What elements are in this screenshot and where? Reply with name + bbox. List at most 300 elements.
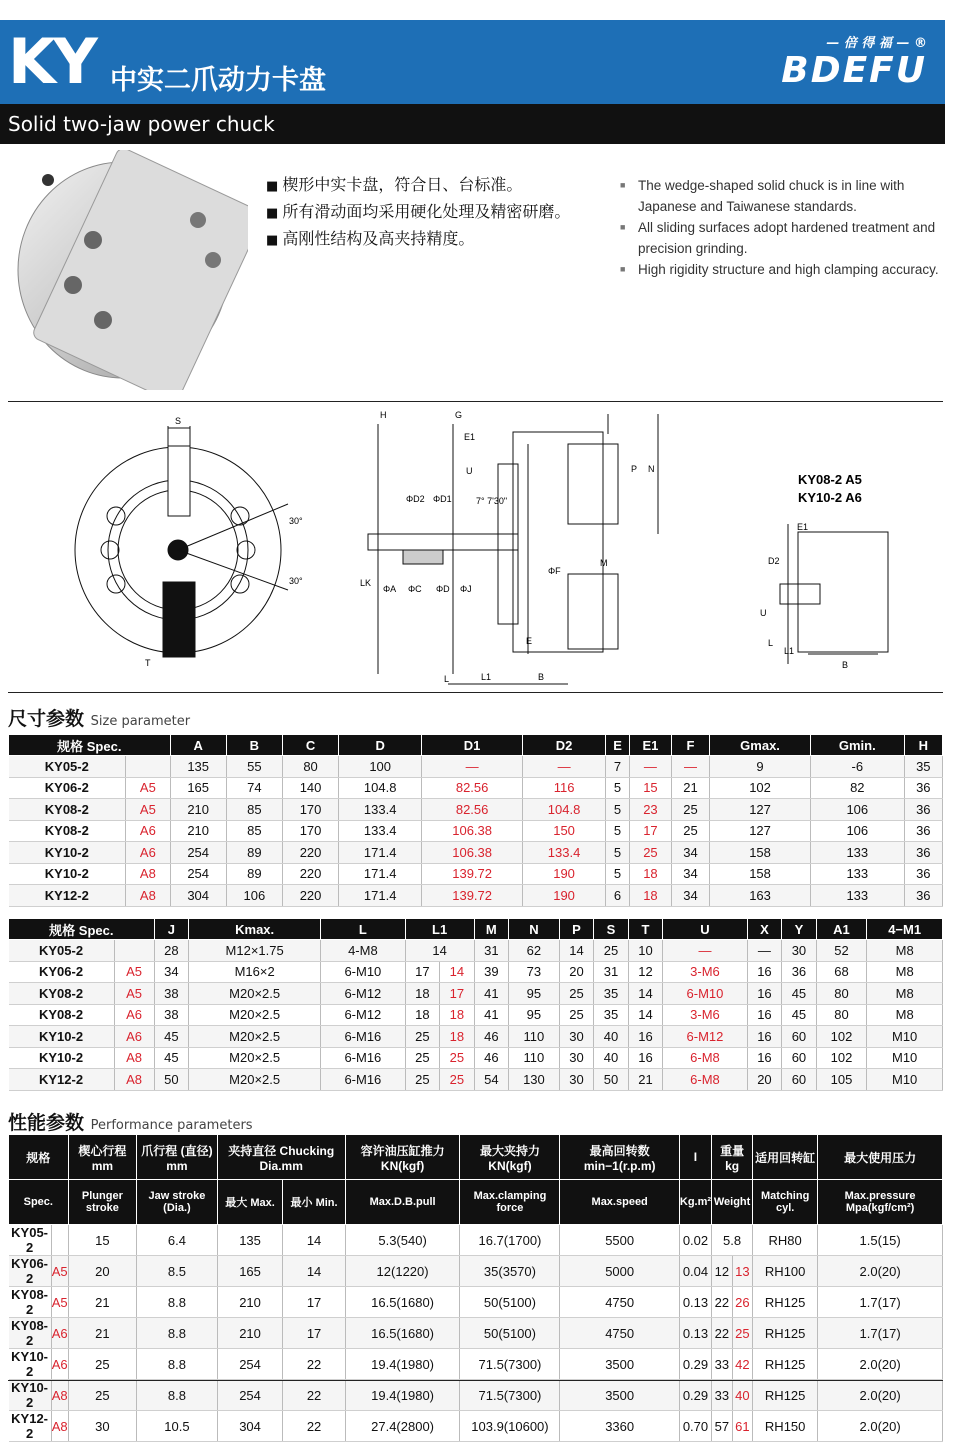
table-cell: 60 <box>782 1069 817 1091</box>
table-cell: KY08-2 <box>9 820 126 842</box>
table-cell: 41 <box>474 983 509 1005</box>
table-header-row <box>9 1180 943 1225</box>
label-t: T <box>145 658 151 668</box>
label-f: ΦF <box>548 566 561 576</box>
table-cell: KY08-2 <box>9 1004 115 1026</box>
table-cell: 8.8 <box>137 1349 218 1380</box>
table-cell: 38 <box>154 983 189 1005</box>
table-header-cell: Spec. <box>9 1180 69 1225</box>
table-cell: RH125 <box>753 1380 818 1411</box>
table-cell: RH80 <box>753 1225 818 1256</box>
table-cell: 35 <box>594 1004 629 1026</box>
table-row <box>9 820 943 842</box>
table-header-cell: I <box>679 1135 711 1180</box>
variant-label-b: B <box>842 660 849 670</box>
table-cell: 133 <box>810 842 904 864</box>
table-header-cell: P <box>559 919 594 940</box>
table-cell: 0.29 <box>679 1380 711 1411</box>
table-cell: 14 <box>283 1256 345 1287</box>
variant-view <box>780 524 888 664</box>
table-cell: 22 <box>712 1287 733 1318</box>
table-cell: 82 <box>810 777 904 799</box>
table-cell: 16 <box>747 1004 782 1026</box>
variant-label-u: U <box>760 608 767 618</box>
table-cell: 0.04 <box>679 1256 711 1287</box>
table-cell: 30 <box>782 940 817 962</box>
table-cell: 220 <box>282 842 338 864</box>
table-cell: 1.7(17) <box>818 1287 943 1318</box>
table-cell: KY05-2 <box>9 756 126 778</box>
variant-title-1: KY08-2 A5 <box>798 472 862 487</box>
table-header-cell: N <box>509 919 560 940</box>
table-cell: 18 <box>630 885 672 907</box>
table-row <box>9 756 943 778</box>
table-cell: 14 <box>440 961 475 983</box>
table-cell: KY12-2 <box>9 1411 52 1442</box>
table-cell: 139.72 <box>422 885 523 907</box>
table-cell: KY10-2 <box>9 1047 115 1069</box>
table-cell: 25 <box>405 1047 440 1069</box>
table-header-cell: H <box>904 735 942 756</box>
table-header-cell: J <box>154 919 189 940</box>
table-cell: KY05-2 <box>9 1225 52 1256</box>
table-header-cell: Y <box>782 919 817 940</box>
table-cell: 127 <box>710 799 811 821</box>
size-table-1 <box>8 734 943 907</box>
table-header-cell: 规格 Spec. <box>9 919 155 940</box>
table-cell: 35 <box>594 983 629 1005</box>
divider <box>8 692 943 693</box>
table-cell: 22 <box>283 1411 345 1442</box>
table-cell: 13 <box>732 1256 753 1287</box>
table-cell: 30 <box>68 1411 137 1442</box>
feature-cn-item: ■ 楔形中实卡盘，符合日、台标准。 <box>266 172 570 199</box>
table-cell: 16.7(1700) <box>460 1225 560 1256</box>
table-cell: 102 <box>710 777 811 799</box>
table-cell: KY08-2 <box>9 983 115 1005</box>
table-header-cell: 最大使用压力 <box>818 1135 943 1180</box>
table-cell: KY08-2 <box>9 1318 52 1349</box>
table-header-cell: E1 <box>630 735 672 756</box>
table-cell: 17 <box>405 961 440 983</box>
table-cell: 16.5(1680) <box>345 1318 460 1349</box>
logo-mark: ® <box>914 36 927 51</box>
table-cell: A8 <box>126 885 170 907</box>
table-cell: 25 <box>594 940 629 962</box>
feature-en-item: ■ The wedge-shaped solid chuck is in line with Japanese and Taiwanese standards. <box>620 175 942 217</box>
table-header-cell: Gmin. <box>810 735 904 756</box>
table-cell: 22 <box>283 1349 345 1380</box>
table-cell: 130 <box>509 1069 560 1091</box>
table-cell: 40 <box>732 1380 753 1411</box>
table-cell: 17 <box>630 820 672 842</box>
table-header-cell: X <box>747 919 782 940</box>
table-cell: 6-M12 <box>321 983 405 1005</box>
label-m: M <box>600 558 608 568</box>
table-cell: 127 <box>710 820 811 842</box>
table-cell <box>51 1225 68 1256</box>
table-cell: 158 <box>710 842 811 864</box>
table-cell: 45 <box>154 1026 189 1048</box>
table-row <box>9 1026 943 1048</box>
table-cell: M20×2.5 <box>189 983 321 1005</box>
table-cell: 5500 <box>560 1225 679 1256</box>
table-cell: 254 <box>170 842 226 864</box>
table-cell: 5.3(540) <box>345 1225 460 1256</box>
table-cell: M16×2 <box>189 961 321 983</box>
table-cell: 110 <box>509 1047 560 1069</box>
table-cell: 5.8 <box>712 1225 753 1256</box>
table-cell: 41 <box>474 1004 509 1026</box>
table-cell: 26 <box>732 1287 753 1318</box>
table-cell: 45 <box>782 1004 817 1026</box>
label-c: ΦC <box>408 584 422 594</box>
table-cell: 34 <box>671 885 709 907</box>
table-cell: 18 <box>405 1004 440 1026</box>
table-cell: 40 <box>594 1026 629 1048</box>
table-cell: 57 <box>712 1411 733 1442</box>
table-cell: 71.5(7300) <box>460 1349 560 1380</box>
divider <box>8 401 943 402</box>
table-cell: A5 <box>114 961 154 983</box>
table-cell: 304 <box>217 1411 283 1442</box>
table-cell: 163 <box>710 885 811 907</box>
label-e1: E1 <box>464 432 476 442</box>
table-row <box>9 1287 943 1318</box>
table-cell: 18 <box>440 1026 475 1048</box>
table-row <box>9 777 943 799</box>
table-cell: A6 <box>114 1026 154 1048</box>
table-cell: 25 <box>440 1069 475 1091</box>
table-cell: 0.02 <box>679 1225 711 1256</box>
table-cell: 25 <box>405 1069 440 1091</box>
subtitle: Solid two-jaw power chuck <box>8 112 275 136</box>
table-cell: 190 <box>523 863 606 885</box>
table-cell: 210 <box>217 1318 283 1349</box>
table-header-cell: D1 <box>422 735 523 756</box>
table-cell: 36 <box>904 863 942 885</box>
table-cell: 4-M8 <box>321 940 405 962</box>
technical-drawing <box>8 404 943 690</box>
table-cell: 5 <box>606 777 630 799</box>
table-cell: 33 <box>712 1349 733 1380</box>
table-cell: 50(5100) <box>460 1287 560 1318</box>
table-cell: 25 <box>559 1004 594 1026</box>
table-cell: 103.9(10600) <box>460 1411 560 1442</box>
table-cell: 21 <box>671 777 709 799</box>
table-cell: 19.4(1980) <box>345 1349 460 1380</box>
table-cell: 16 <box>747 961 782 983</box>
table-cell: 106 <box>810 799 904 821</box>
table-cell: — <box>422 756 523 778</box>
table-cell: 50(5100) <box>460 1318 560 1349</box>
table-header-cell: Max.D.B.pull <box>345 1180 460 1225</box>
table-cell: 21 <box>628 1069 663 1091</box>
table-cell: A8 <box>51 1380 68 1411</box>
table-row <box>9 1047 943 1069</box>
table-cell: 36 <box>782 961 817 983</box>
table-cell: 34 <box>671 842 709 864</box>
table-cell: 61 <box>732 1411 753 1442</box>
table-cell: 33 <box>712 1380 733 1411</box>
table-row <box>9 799 943 821</box>
table-cell: 16 <box>628 1047 663 1069</box>
table-cell: 19.4(1980) <box>345 1380 460 1411</box>
table-cell: 36 <box>904 777 942 799</box>
label-b: B <box>538 672 545 682</box>
table-cell: 133 <box>810 885 904 907</box>
table-header-cell: Max.clamping force <box>460 1180 560 1225</box>
table-cell: M20×2.5 <box>189 1069 321 1091</box>
table-cell: 25 <box>440 1047 475 1069</box>
table-cell: 95 <box>509 1004 560 1026</box>
table-cell: 106.38 <box>422 820 523 842</box>
table-cell: 30 <box>559 1047 594 1069</box>
table-cell: M12×1.75 <box>189 940 321 962</box>
table-cell: 171.4 <box>339 842 422 864</box>
table-cell: 135 <box>217 1225 283 1256</box>
label-l1: L1 <box>481 672 492 682</box>
table-cell: 6-M12 <box>321 1004 405 1026</box>
table-cell: A6 <box>126 842 170 864</box>
table-cell: A5 <box>114 983 154 1005</box>
variant-title-2: KY10-2 A6 <box>798 490 862 505</box>
table-header-cell: E <box>606 735 630 756</box>
table-cell: 5 <box>606 820 630 842</box>
table-cell: M8 <box>867 940 943 962</box>
table-cell: M20×2.5 <box>189 1047 321 1069</box>
table-cell: 220 <box>282 863 338 885</box>
table-cell <box>126 756 170 778</box>
table-cell: 31 <box>594 961 629 983</box>
table-row <box>9 1004 943 1026</box>
table-header-cell: A1 <box>816 919 867 940</box>
table-cell: KY10-2 <box>9 1349 52 1380</box>
table-cell: 17 <box>440 983 475 1005</box>
table-cell: 7 <box>606 756 630 778</box>
table-header-cell: D2 <box>523 735 606 756</box>
table-header-cell: Kmax. <box>189 919 321 940</box>
table-cell: 25 <box>732 1318 753 1349</box>
table-header-cell: 最小 Min. <box>283 1180 345 1225</box>
feature-en-item: ■ All sliding surfaces adopt hardened treatment and precision grinding. <box>620 217 942 259</box>
table-cell: RH125 <box>753 1349 818 1380</box>
table-cell: 38 <box>154 1004 189 1026</box>
page-title: 中实二爪动力卡盘 <box>110 65 326 96</box>
table-header-cell: 4−M1 <box>867 919 943 940</box>
table-cell: 106.38 <box>422 842 523 864</box>
variant-label-l: L <box>768 638 774 648</box>
table-cell: 8.8 <box>137 1318 218 1349</box>
table-cell: 2.0(20) <box>818 1349 943 1380</box>
table-cell: 45 <box>782 983 817 1005</box>
table-cell: 105 <box>816 1069 867 1091</box>
table-cell: RH125 <box>753 1287 818 1318</box>
table-cell: 80 <box>816 1004 867 1026</box>
table-header-cell: Jaw stroke (Dia.) <box>137 1180 218 1225</box>
table-cell: M10 <box>867 1047 943 1069</box>
table-cell: 25 <box>68 1349 137 1380</box>
table-cell: — <box>523 756 606 778</box>
label-angle-1: 30° <box>289 516 303 526</box>
table-cell: 34 <box>671 863 709 885</box>
label-angle: 7° 7'30" <box>476 496 508 506</box>
table-cell: 18 <box>630 863 672 885</box>
table-cell: 50 <box>594 1069 629 1091</box>
table-row <box>9 1411 943 1442</box>
table-cell: 0.29 <box>679 1349 711 1380</box>
label-p: P <box>631 464 638 474</box>
table-cell: KY10-2 <box>9 863 126 885</box>
table-header-cell: 适用回转缸 <box>753 1135 818 1180</box>
table-cell: 254 <box>217 1349 283 1380</box>
table-cell: 2.0(20) <box>818 1256 943 1287</box>
size-table-2 <box>8 918 943 1091</box>
table-cell: 36 <box>904 885 942 907</box>
table-cell: M20×2.5 <box>189 1004 321 1026</box>
table-header-row <box>9 919 943 940</box>
table-cell: 110 <box>509 1026 560 1048</box>
table-header-cell: D <box>339 735 422 756</box>
table-cell: KY08-2 <box>9 1287 52 1318</box>
table-cell: 25 <box>671 799 709 821</box>
table-header-cell: A <box>170 735 226 756</box>
table-cell: 165 <box>217 1256 283 1287</box>
table-cell: 82.56 <box>422 799 523 821</box>
table-cell: 46 <box>474 1026 509 1048</box>
table-cell: 6-M10 <box>321 961 405 983</box>
table-cell: 133.4 <box>523 842 606 864</box>
table-cell: 102 <box>816 1026 867 1048</box>
table-cell: 50 <box>154 1069 189 1091</box>
label-e: E <box>526 636 533 646</box>
table-cell: 54 <box>474 1069 509 1091</box>
table-cell: 100 <box>339 756 422 778</box>
table-cell: 2.0(20) <box>818 1380 943 1411</box>
table-cell: 74 <box>226 777 282 799</box>
table-cell: 10.5 <box>137 1411 218 1442</box>
table-cell: A8 <box>114 1047 154 1069</box>
table-cell: 6-M16 <box>321 1069 405 1091</box>
table-cell: 190 <box>523 885 606 907</box>
table-cell: M8 <box>867 1004 943 1026</box>
table-header-cell: 规格 Spec. <box>9 735 171 756</box>
table-cell: 23 <box>630 799 672 821</box>
table-cell: A8 <box>114 1069 154 1091</box>
table-cell: RH125 <box>753 1318 818 1349</box>
table-cell: 14 <box>559 940 594 962</box>
table-cell: KY12-2 <box>9 885 126 907</box>
table-header-cell: Max.speed <box>560 1180 679 1225</box>
table-row <box>9 1256 943 1287</box>
table-cell: 25 <box>671 820 709 842</box>
table-cell: 20 <box>68 1256 137 1287</box>
table-cell: A6 <box>126 820 170 842</box>
label-u: U <box>466 466 473 476</box>
table-header-cell: C <box>282 735 338 756</box>
table-cell: 170 <box>282 820 338 842</box>
table-cell: 5 <box>606 842 630 864</box>
label-lk: LK <box>360 578 372 588</box>
label-g: G <box>455 410 463 420</box>
table-cell: KY12-2 <box>9 1069 115 1091</box>
table-cell: 80 <box>816 983 867 1005</box>
table-cell: 6 <box>606 885 630 907</box>
table-cell: — <box>630 756 672 778</box>
table-cell: 18 <box>440 1004 475 1026</box>
front-view <box>75 426 288 657</box>
table-cell: M20×2.5 <box>189 1026 321 1048</box>
brand-logo <box>781 32 927 91</box>
table-header-row <box>9 735 943 756</box>
table-cell: 106 <box>810 820 904 842</box>
table-cell: 3-M6 <box>663 961 747 983</box>
table-cell: 210 <box>217 1287 283 1318</box>
table-cell: 89 <box>226 842 282 864</box>
table-cell: -6 <box>810 756 904 778</box>
label-n: N <box>648 464 655 474</box>
table-cell: 158 <box>710 863 811 885</box>
table-cell: 14 <box>405 940 474 962</box>
table-cell: 21 <box>68 1318 137 1349</box>
table-header-cell: 夹持直径 Chucking Dia.mm <box>217 1135 345 1180</box>
table-cell: 20 <box>559 961 594 983</box>
label-a: ΦA <box>383 584 397 594</box>
table-cell: 60 <box>782 1047 817 1069</box>
table-cell: 36 <box>904 820 942 842</box>
table-cell: 12 <box>628 961 663 983</box>
table-cell: 14 <box>283 1225 345 1256</box>
table-cell: 20 <box>747 1069 782 1091</box>
label-h: H <box>380 410 387 420</box>
table-cell: A5 <box>51 1256 68 1287</box>
table-cell: 254 <box>217 1380 283 1411</box>
table-header-cell: 最大夹持力 KN(kgf) <box>460 1135 560 1180</box>
size-section-title: 尺寸参数 Size parameter <box>8 708 191 730</box>
label-angle-2: 30° <box>289 576 303 586</box>
model-code: KY <box>8 25 95 98</box>
table-header-cell: 爪行程 (直径) mm <box>137 1135 218 1180</box>
table-cell: 3360 <box>560 1411 679 1442</box>
table-cell: 80 <box>282 756 338 778</box>
table-cell: M8 <box>867 983 943 1005</box>
table-cell: 2.0(20) <box>818 1411 943 1442</box>
table-header-cell: Max.pressure Mpa(kgf/cm²) <box>818 1180 943 1225</box>
table-cell: 52 <box>816 940 867 962</box>
table-cell: 17 <box>283 1287 345 1318</box>
table-cell: 140 <box>282 777 338 799</box>
table-row <box>9 1069 943 1091</box>
table-cell: KY06-2 <box>9 961 115 983</box>
table-cell: 71.5(7300) <box>460 1380 560 1411</box>
table-cell: 4750 <box>560 1287 679 1318</box>
table-header-cell: U <box>663 919 747 940</box>
table-cell: A8 <box>126 863 170 885</box>
table-cell: 5 <box>606 799 630 821</box>
table-cell: 16.5(1680) <box>345 1287 460 1318</box>
table-cell: 6-M10 <box>663 983 747 1005</box>
variant-label-d2: D2 <box>768 556 780 566</box>
table-cell: 10 <box>628 940 663 962</box>
table-cell: 135 <box>170 756 226 778</box>
table-cell: 85 <box>226 799 282 821</box>
table-cell: 36 <box>904 799 942 821</box>
table-cell: 6-M16 <box>321 1026 405 1048</box>
table-cell: 304 <box>170 885 226 907</box>
table-header-cell: 规格 <box>9 1135 69 1180</box>
table-cell: KY10-2 <box>9 1380 52 1411</box>
table-cell: 6-M8 <box>663 1069 747 1091</box>
